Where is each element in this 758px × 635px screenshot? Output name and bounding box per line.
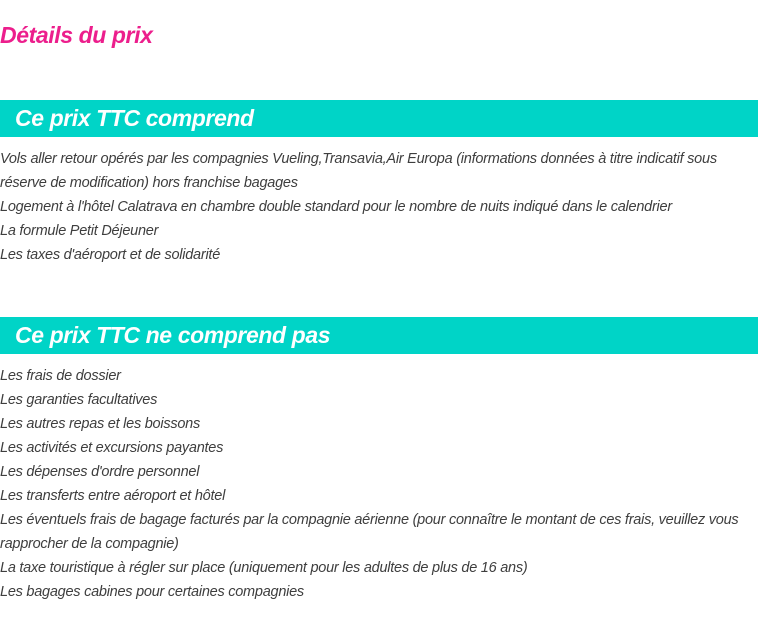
- list-item: Les frais de dossier: [0, 368, 121, 384]
- excluded-items-list: [0, 364, 758, 604]
- list-item: Les éventuels frais de bagage facturés par la compagnie aérienne (pour connaître le montant de ces frais, veuillez vous rapprocher de la compagnie): [0, 512, 739, 552]
- list-item: Les garanties facultatives: [0, 392, 158, 408]
- section-bar-excluded: [0, 317, 758, 354]
- list-item: Les transferts entre aéroport et hôtel: [0, 488, 226, 504]
- list-item: Les activités et excursions payantes: [0, 440, 224, 456]
- page-title: Détails du prix: [0, 22, 153, 48]
- list-item: La taxe touristique à régler sur place (uniquement pour les adultes de plus de 16 ans): [0, 560, 528, 576]
- section-bar-included: [0, 100, 758, 137]
- included-items-list: [0, 147, 758, 267]
- list-item: Les dépenses d'ordre personnel: [0, 464, 200, 480]
- list-item: La formule Petit Déjeuner: [0, 223, 159, 239]
- list-item: Logement à l'hôtel Calatrava en chambre double standard pour le nombre de nuits indiqué dans le calendrier: [0, 199, 672, 215]
- section-heading-included: Ce prix TTC comprend: [15, 105, 254, 131]
- list-item: Les bagages cabines pour certaines compagnies: [0, 584, 304, 600]
- list-item: Vols aller retour opérés par les compagnies Vueling,Transavia,Air Europa (informations données à titre indicatif sous réserve de modification) hors franchise bagages: [0, 151, 717, 191]
- section-heading-excluded: Ce prix TTC ne comprend pas: [15, 322, 331, 348]
- list-item: Les taxes d'aéroport et de solidarité: [0, 247, 221, 263]
- list-item: Les autres repas et les boissons: [0, 416, 200, 432]
